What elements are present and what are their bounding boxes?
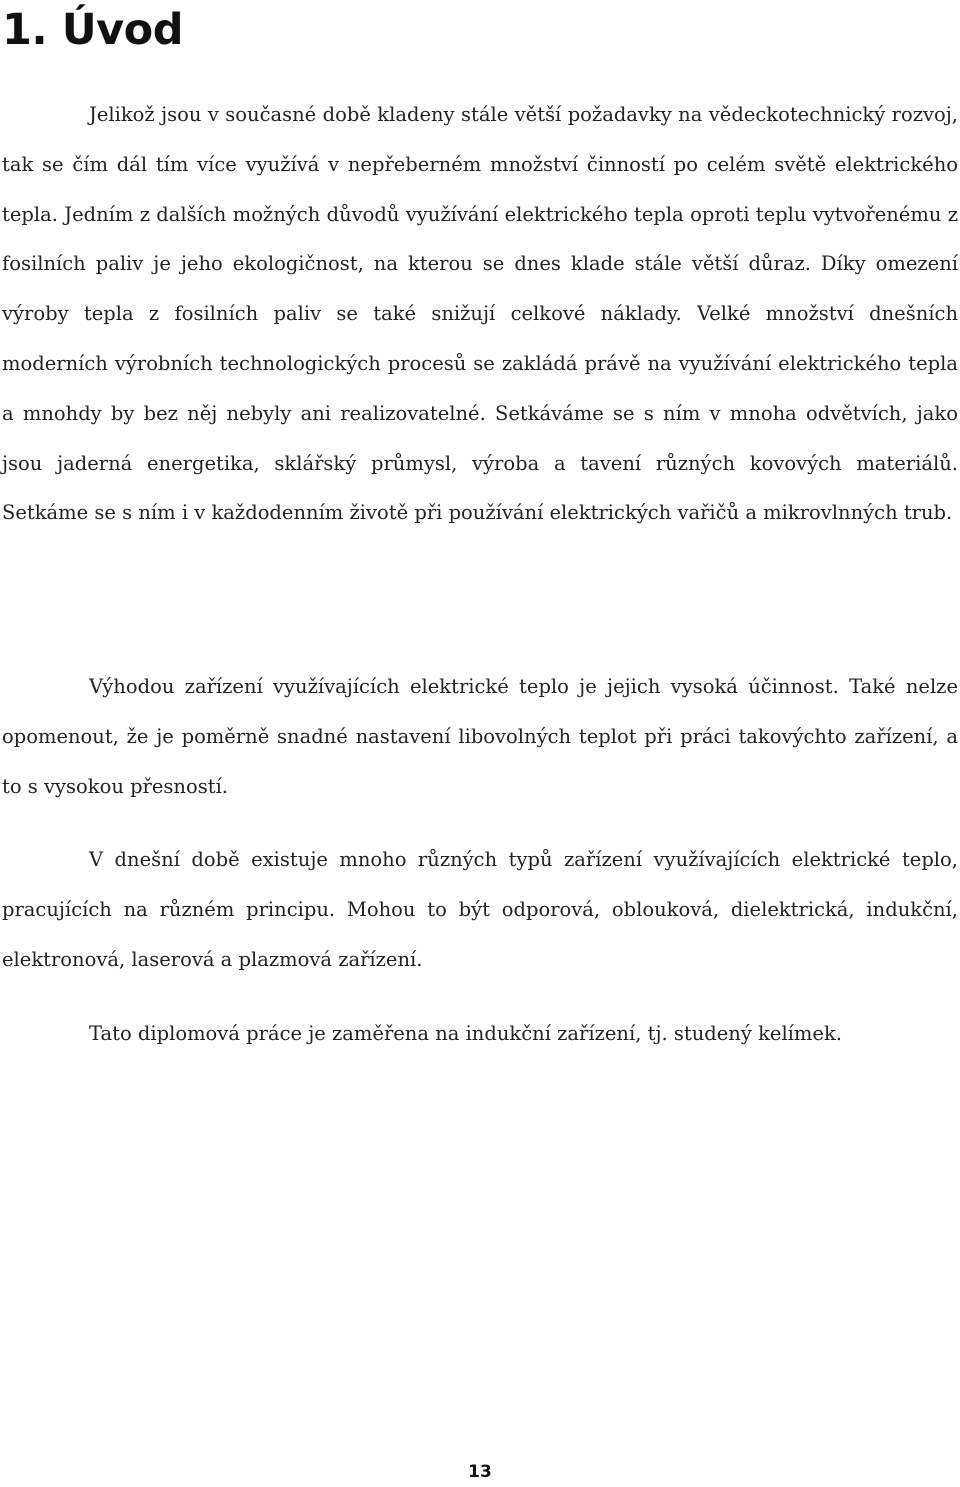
section-heading: 1. Úvod [2, 5, 183, 55]
paragraph-thesis-focus: Tato diplomová práce je zaměřena na indukční zařízení, tj. studený kelímek. [89, 1022, 842, 1045]
paragraph-intro: Jelikož jsou v současné době kladeny stále větší požadavky na vědeckotechnický rozvoj, tak se čím dál tím více využívá v nepřeberném množství činností po celém světě elektrického tepla. Jedním z dalších možných důvodů využívání elektrického tepla oproti teplu vytvořenému z fosilních paliv je jeho ekologičnost, na kterou se dnes klade stále větší důraz. Díky omezení výroby tepla z fosilních paliv se také snižují celkové náklady. Velké množství dnešních moderních výrobních technologických procesů se zakládá právě na využívání elektrického tepla a mnohdy by bez něj nebyly ani realizovatelné. Setkáváme se s ním v mnoha odvětvích, jako jsou jaderná energetika, sklářský průmysl, výroba a tavení různých kovových materiálů. Setkáme se s ním i v každodenním životě při používání elektrických vařičů a mikrovlnných trub. [2, 103, 958, 525]
paragraph-advantages: Výhodou zařízení využívajících elektrické teplo je jejich vysoká účinnost. Také nelze opomenout, že je poměrně snadné nastavení libovolných teplot při práci takovýchto zařízení, a to s vysokou přesností. [2, 675, 958, 798]
paragraph-device-types: V dnešní době existuje mnoho různých typů zařízení využívajících elektrické teplo, pracujících na různém principu. Mohou to být odporová, oblouková, dielektrická, indukční, elektronová, laserová a plazmová zařízení. [2, 848, 958, 971]
page-number: 13 [468, 1462, 492, 1482]
